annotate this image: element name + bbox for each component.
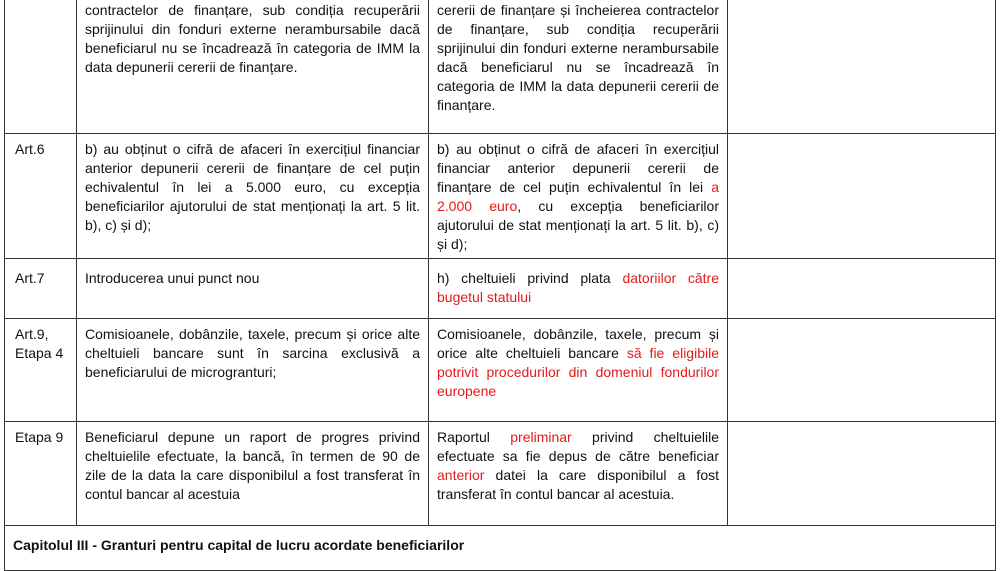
text-segment: contractelor de finanțare, sub condiția recuperării sprijinului din fonduri externe nerambursabile dacă beneficiarul nu se încadrează în categoria de IMM la data depunerii cererii de finanțare. (85, 2, 424, 75)
text-segment: b) au obținut o cifră de afaceri în exercițiul financiar anterior depunerii cererii de finanțare de cel puțin echivalentul în lei a 5.000 euro, cu excepția beneficiarilor ajutorului de stat menționați la art. 5 lit. b), c) și d); (85, 141, 424, 233)
table-row (5, 134, 996, 259)
text-segment: h) cheltuieli privind plata (437, 270, 623, 286)
text-segment: b) au obținut o cifră de afaceri în exercițiul financiar anterior depunerii cererii de finanțare de cel puțin echivalentul în lei (437, 141, 723, 195)
table-row (5, 259, 996, 319)
modified-text: a 2.000 euro (437, 179, 723, 214)
text-segment: Raportul (437, 429, 511, 445)
original-text-cell (77, 319, 429, 422)
article-cell (5, 0, 77, 134)
chapter-heading: Capitolul III - Granturi pentru capital de lucru acordate beneficiarilor (5, 526, 996, 571)
text-segment: privind cheltuielile efectuate sa fie depus de către beneficiar (437, 429, 723, 464)
table-row (5, 0, 996, 134)
text-segment: datei la care disponibilul a fost transferat în contul bancar al acestuia. (437, 467, 723, 502)
observations-cell (728, 422, 996, 526)
proposed-text-cell (429, 319, 728, 422)
proposed-text-cell (429, 422, 728, 526)
text-segment: Beneficiarul depune un raport de progres privind cheltuielile efectuate, la bancă, în termen de 90 de zile de la data la care disponibilul a fost transferat în contul bancar al acestuia (85, 429, 424, 502)
modified-text: datoriilor către bugetul statului (437, 270, 723, 305)
observations-cell (728, 319, 996, 422)
article-cell: Art.6 (5, 134, 77, 259)
table-row (5, 422, 996, 526)
observations-cell (728, 259, 996, 319)
text-segment: Comisioanele, dobânzile, taxele, precum și orice alte cheltuieli bancare sunt în sarcina exclusivă a beneficiarului de microgranturi; (85, 326, 424, 380)
article-cell: Art.9, Etapa 4 (5, 319, 77, 422)
amendments-table (4, 0, 996, 571)
observations-cell (728, 134, 996, 259)
text-segment: Introducerea unui punct nou (85, 270, 260, 286)
text-segment: , cu excepția beneficiarilor ajutorului de stat menționați la art. 5 lit. b), c) și d); (437, 198, 723, 252)
original-text-cell (77, 422, 429, 526)
text-segment: Comisioanele, dobânzile, taxele, precum și orice alte cheltuieli bancare (437, 326, 723, 361)
original-text-cell (77, 259, 429, 319)
proposed-text-cell (429, 259, 728, 319)
proposed-text-cell (429, 134, 728, 259)
text-segment: cererii de finanțare și încheierea contractelor de finanțare, sub condiția recuperării sprijinului din fonduri externe nerambursabile dacă beneficiarul nu se încadrează în categoria de IMM la data depunerii cererii de finanțare. (437, 2, 723, 113)
modified-text: să fie eligibile potrivit procedurilor din domeniul fondurilor europene (437, 345, 723, 399)
article-cell: Art.7 (5, 259, 77, 319)
proposed-text-cell (429, 0, 728, 134)
original-text-cell (77, 0, 429, 134)
modified-text: anterior (437, 467, 485, 483)
original-text-cell (77, 134, 429, 259)
table-row (5, 319, 996, 422)
observations-cell (728, 0, 996, 134)
article-cell: Etapa 9 (5, 422, 77, 526)
modified-text: preliminar (510, 429, 572, 445)
